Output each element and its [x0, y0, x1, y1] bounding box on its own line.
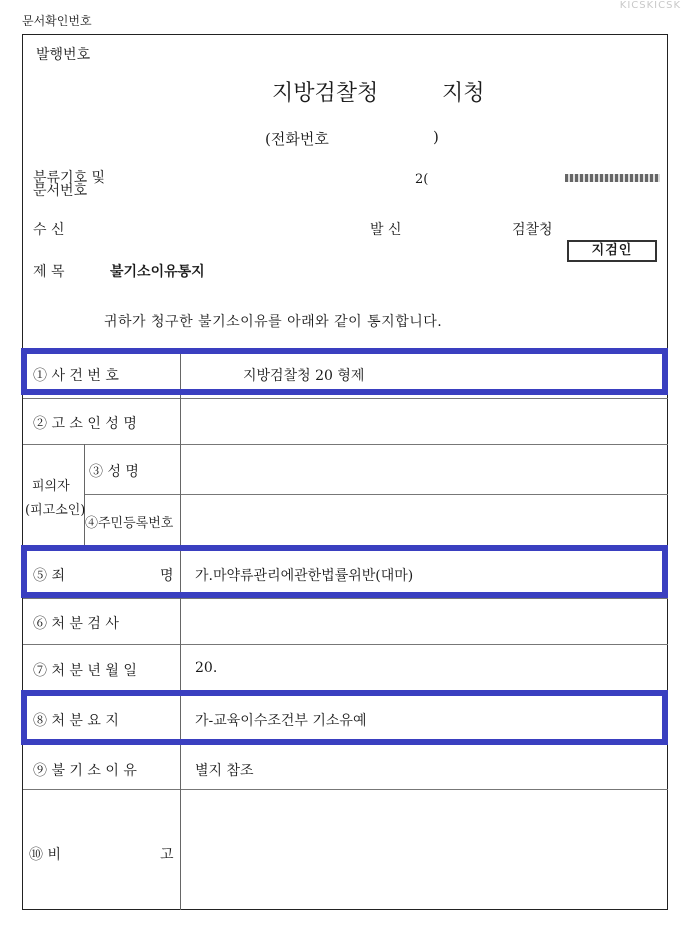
suspect-regno-label: ④주민등록번호 — [85, 516, 174, 531]
complainant-label: ② 고 소 인 성 명 — [33, 416, 137, 432]
sender-value: 검찰청 — [512, 222, 553, 238]
crime-value: 가.마약류관리에관한법률위반(대마) — [195, 568, 414, 584]
crime-label-end: 명 — [160, 568, 174, 584]
office-title-left: 지방검찰청 — [272, 81, 379, 106]
phone-open: (전화번호 — [265, 130, 329, 148]
column-divider — [180, 348, 181, 910]
row-line — [84, 494, 668, 495]
office-title-right: 지청 — [442, 81, 485, 106]
row-line — [23, 644, 668, 645]
subject-value: 불기소이유통지 — [110, 264, 205, 280]
watermark: KICSKICSK — [619, 0, 681, 11]
seal-stamp: 지검인 — [567, 240, 657, 262]
reason-value: 별지 참조 — [195, 763, 254, 779]
year-prefix: 2( — [415, 172, 429, 187]
row-line — [23, 398, 668, 399]
recipient-label: 수 신 — [33, 222, 65, 238]
remarks-label: ⑩ 비 — [29, 847, 61, 863]
remarks-label-end: 고 — [160, 847, 174, 863]
class-label-line1: 분류기호 및 — [33, 170, 106, 186]
suspect-group-sublabel: (피고소인) — [25, 503, 86, 518]
seal-edge — [565, 174, 660, 182]
intro-text: 귀하가 청구한 불기소이유를 아래와 같이 통지합니다. — [104, 314, 443, 330]
reason-label: ⑨ 불 기 소 이 유 — [33, 763, 137, 779]
decision-date-label: ⑦ 처 분 년 월 일 — [33, 663, 137, 679]
row-line — [23, 444, 668, 445]
case-no-label: ① 사 건 번 호 — [33, 368, 119, 384]
row-line — [23, 598, 668, 599]
phone-close: ) — [433, 128, 439, 146]
decision-date-value: 20. — [195, 660, 218, 676]
official-seal — [565, 174, 660, 266]
suspect-group-label: 피의자 — [32, 479, 70, 494]
decision-summary-label: ⑧ 처 분 요 지 — [33, 713, 119, 729]
doc-confirm-label: 문서확인번호 — [22, 14, 92, 28]
subject-label: 제 목 — [33, 264, 65, 280]
crime-label: ⑤ 죄 — [33, 568, 65, 584]
issue-no-label: 발행번호 — [36, 47, 91, 63]
sender-label: 발 신 — [370, 222, 402, 238]
prosecutor-label: ⑥ 처 분 검 사 — [33, 616, 119, 632]
case-no-value: 지방검찰청 20 형제 — [243, 368, 365, 384]
suspect-name-label: ③ 성 명 — [89, 464, 139, 480]
class-label-line2: 문서번호 — [33, 183, 88, 199]
decision-summary-value: 가-교육이수조건부 기소유예 — [195, 713, 367, 729]
row-line — [23, 789, 668, 790]
